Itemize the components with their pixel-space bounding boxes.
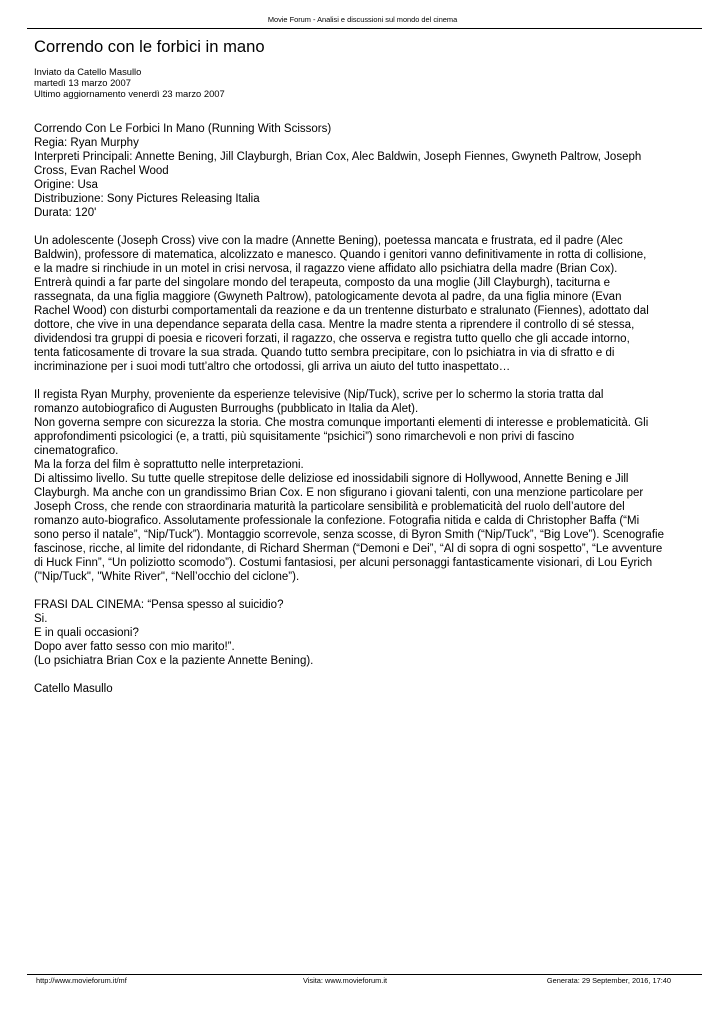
body-line: FRASI DAL CINEMA: “Pensa spesso al suicidio? (34, 599, 284, 611)
last-updated: Ultimo aggiornamento venerdì 23 marzo 2007 (34, 88, 225, 99)
body-line: tenta faticosamente di trovare la sua strada. Quando tutto sembra precipitare, con lo psichiatra in via di sfratto e di (34, 347, 615, 359)
footer-divider (27, 974, 702, 975)
body-line: Ma la forza del film è soprattutto nelle interpretazioni. (34, 459, 304, 471)
site-title: Movie Forum - Analisi e discussioni sul mondo del cinema (267, 15, 458, 24)
body-line: fascinose, ricche, al limite del ridondante, di Richard Sherman (“Demoni e Dei”, “Al di sopra di ogni sospetto”, “Le avventure (34, 543, 663, 555)
article-title: Correndo con le forbici in mano (34, 37, 265, 56)
body-line: Di altissimo livello. Su tutte quelle strepitose delle deliziose ed inossidabili signore di Hollywood, Annette Bening e Jill (34, 473, 629, 485)
body-line: dottore, che vive in una dependance separata della casa. Mentre la madre stenta a riprendere il controllo di sé stessa, (34, 319, 635, 331)
paragraph-gap (34, 668, 685, 682)
body-line: Regia: Ryan Murphy (34, 137, 139, 149)
body-line: Rachel Wood) con disturbi comportamentali da reazione e da un trentenne disturbato e stralunato (Fiennes), adottato dal (34, 305, 649, 317)
body-line: Si. (34, 613, 48, 625)
article-meta (34, 66, 225, 99)
body-line: Non governa sempre con sicurezza la storia. Che mostra comunque importanti elementi di interesse e problematicità. Gli (34, 417, 649, 429)
body-line: Origine: Usa (34, 179, 98, 191)
body-line: approfondimenti psicologici (e, a tratti, più squisitamente “psichici”) sono rimarchevoli e non privi di fascino (34, 431, 575, 443)
body-line: cinematografico. (34, 445, 119, 457)
body-line: Il regista Ryan Murphy, proveniente da esperienze televisive (Nip/Tuck), scrive per lo schermo la storia tratta dal (34, 389, 604, 401)
site-header (0, 15, 725, 25)
footer-generated: Generata: 29 September, 2016, 17:40 (546, 976, 671, 985)
body-line: Dopo aver fatto sesso con mio marito!”. (34, 641, 235, 653)
body-line: Interpreti Principali: Annette Bening, Jill Clayburgh, Brian Cox, Alec Baldwin, Joseph Fiennes, Gwyneth Paltrow, Joseph (34, 151, 642, 163)
body-line: romanzo autobiografico di Augusten Burroughs (pubblicato in Italia da Alet). (34, 403, 419, 415)
author-line: Inviato da Catello Masullo (34, 66, 142, 77)
body-line: incriminazione per i suoi modi tutt’altro che ortodossi, gli arriva un aiuto del tutto inaspettato… (34, 361, 511, 373)
body-line: romanzo auto-biografico. Assolutamente professionale la confezione. Fotografia nitida e calda di Christopher Baffa (“Mi (34, 515, 640, 527)
header-divider (27, 28, 702, 29)
publish-date: martedì 13 marzo 2007 (34, 77, 131, 88)
body-line: Joseph Cross, che rende con straordinaria maturità la particolare sensibilità e problematicità del ruolo dell’autore del (34, 501, 625, 513)
body-line: Durata: 120' (34, 207, 97, 219)
body-line: rassegnata, da una figlia maggiore (Gwyneth Paltrow), patologicamente devota al padre, da una figlia minore (Evan (34, 291, 622, 303)
body-line: Entrerà quindi a far parte del singolare mondo del terapeuta, composto da una moglie (Jill Clayburgh), taciturna e (34, 277, 610, 289)
body-line: E in quali occasioni? (34, 627, 139, 639)
body-line: sono perso il natale”, “Nip/Tuck”). Montaggio scorrevole, senza scosse, di Byron Smith (“Nip/Tuck”, “Big Love”). Scenografie (34, 529, 664, 541)
article-body (34, 122, 685, 696)
paragraph-gap (34, 374, 685, 388)
body-line: Distribuzione: Sony Pictures Releasing Italia (34, 193, 260, 205)
footer-url: http://www.movieforum.it/mf (36, 976, 127, 985)
body-line: Catello Masullo (34, 683, 113, 695)
body-line: ("Nip/Tuck", "White River", “Nell’occhio del ciclone”). (34, 571, 300, 583)
body-line: Un adolescente (Joseph Cross) vive con la madre (Annette Bening), poetessa mancata e frustrata, ed il padre (Alec (34, 235, 623, 247)
body-line: di Huck Finn”, “Un poliziotto scomodo”). Costumi fantasiosi, per alcuni personaggi fantasticamente visionari, di Lou Eyrich (34, 557, 653, 569)
body-line: Clayburgh. Ma anche con un grandissimo Brian Cox. E non sfigurano i giovani talenti, con una menzione particolare per (34, 487, 644, 499)
body-line: e la madre si rinchiude in un motel in crisi nervosa, il ragazzo viene affidato allo psichiatra della madre (Brian Cox). (34, 263, 618, 275)
paragraph-gap (34, 220, 685, 234)
footer-visit: Visita: www.movieforum.it (302, 976, 388, 985)
body-line: Cross, Evan Rachel Wood (34, 165, 169, 177)
body-line: dividendosi tra gruppi di poesia e ricoveri forzati, il ragazzo, che osserva e registra tutto quello che gli accade intorno, (34, 333, 630, 345)
page-footer (0, 976, 725, 986)
body-line: Baldwin), professore di matematica, alcolizzato e manesco. Quando i genitori vanno definitivamente in rotta di collisione, (34, 249, 647, 261)
body-line: (Lo psichiatra Brian Cox e la paziente Annette Bening). (34, 655, 314, 667)
body-line: Correndo Con Le Forbici In Mano (Running With Scissors) (34, 123, 332, 135)
paragraph-gap (34, 584, 685, 598)
